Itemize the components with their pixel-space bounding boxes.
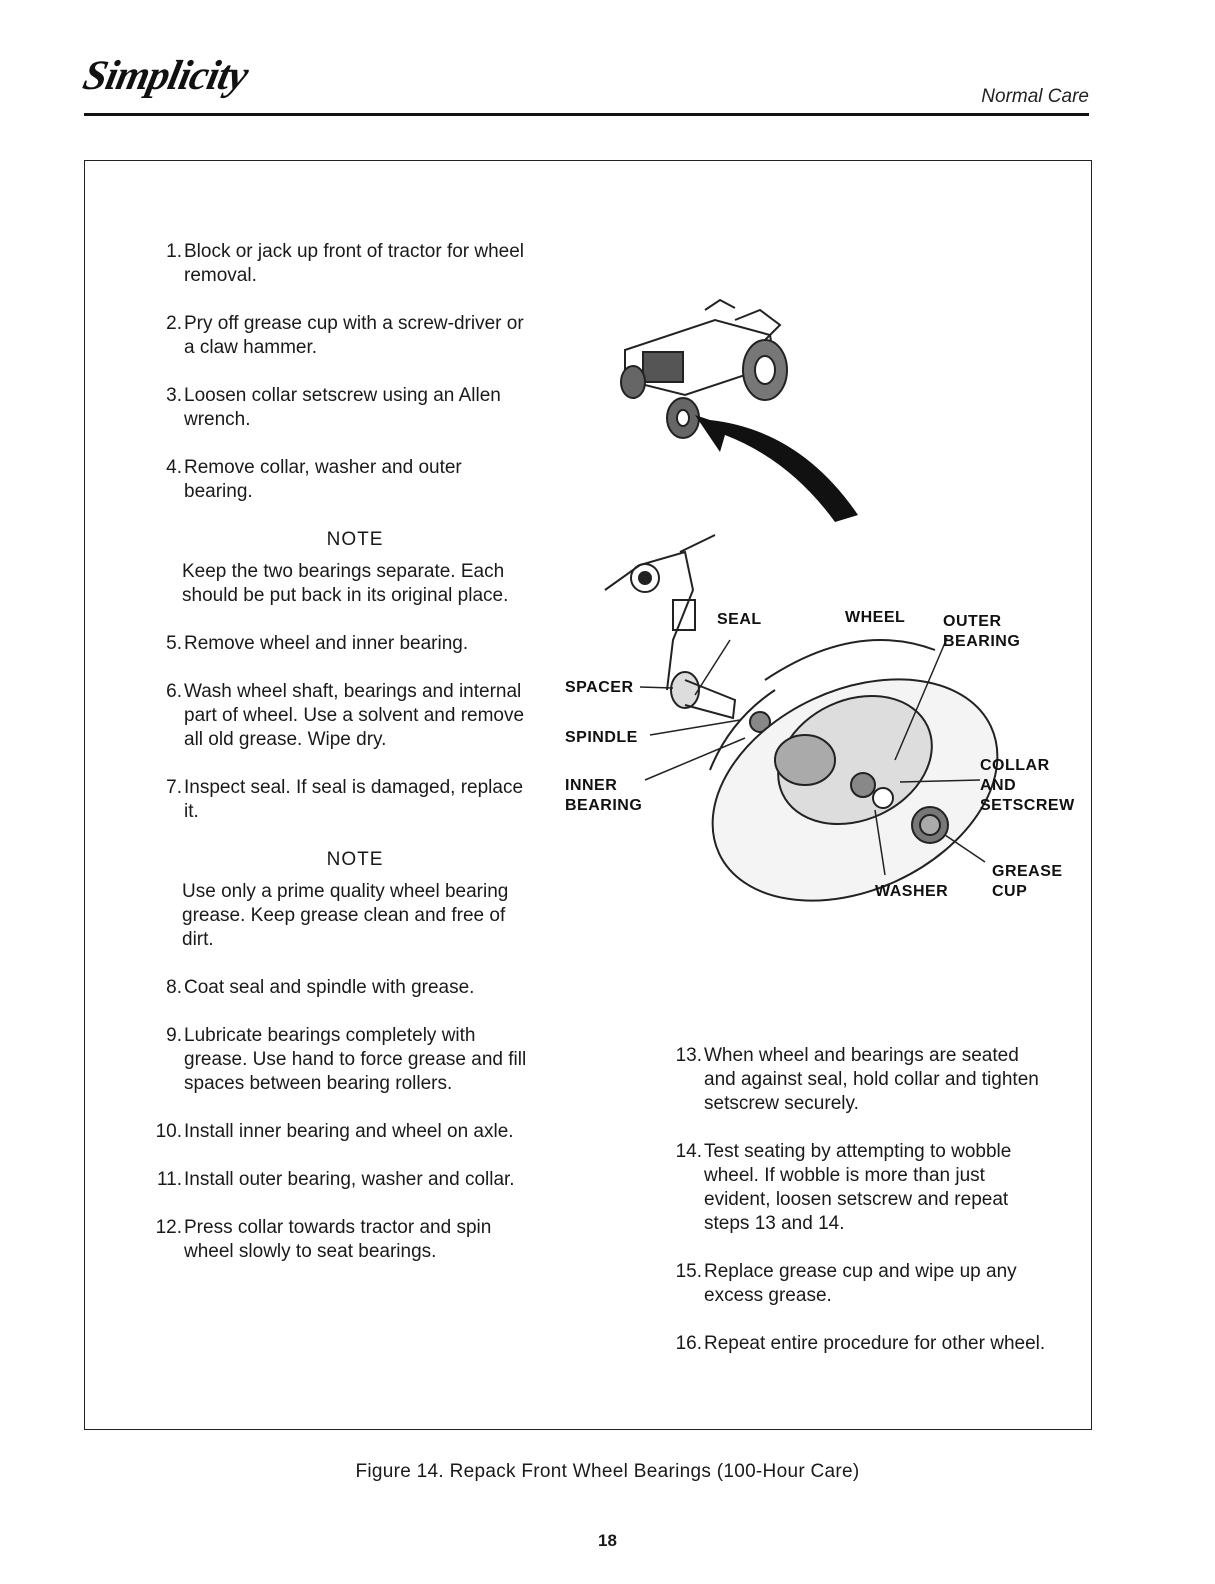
step-text: Install outer bearing, washer and collar. [184,1169,515,1190]
step-text: Inspect seal. If seal is damaged, replace it. [184,777,524,822]
step-number: 16. [675,1333,702,1354]
spindle-assembly-icon [605,535,770,732]
step-text: Block or jack up front of tractor for wheel removal. [184,241,525,286]
step-text: Wash wheel shaft, bearings and internal part of wheel. Use a solvent and remove all old grease. Wipe dry. [184,681,525,750]
step-number: 3. [166,385,182,406]
step-12 [148,1216,528,1264]
page-number: 18 [598,1531,617,1550]
step-number: 11. [156,1169,182,1190]
note-keep-bearings-separate [182,528,528,608]
step-text: Lubricate bearings completely with grease. Use hand to force grease and fill spaces between bearing rollers. [184,1025,527,1094]
step-6 [148,680,528,752]
step-number: 1. [166,241,182,262]
wheel-bearing-figure [555,290,1085,910]
step-text: Coat seal and spindle with grease. [184,977,475,998]
step-9 [148,1024,528,1096]
step-text: Loosen collar setscrew using an Allen wrench. [184,385,501,430]
tractor-icon [621,300,787,438]
step-text: When wheel and bearings are seated and against seal, hold collar and tighten setscrew securely. [704,1045,1039,1114]
header-rule [84,113,1089,116]
label-outer-bearing: OUTER BEARING [943,613,1021,650]
note-text: Keep the two bearings separate. Each should be put back in its original place. [182,561,509,606]
label-spacer: SPACER [565,679,634,696]
step-7 [148,776,528,824]
step-number: 10. [155,1121,182,1142]
note-text: Use only a prime quality wheel bearing grease. Keep grease clean and free of dirt. [182,881,509,950]
step-15 [668,1260,1048,1308]
step-number: 2. [166,313,182,334]
exploded-wheel-illustration [555,290,1085,910]
step-text: Pry off grease cup with a screw-driver or a claw hammer. [184,313,524,358]
label-grease-cup: GREASE CUP [992,863,1063,900]
step-10 [148,1120,528,1144]
step-text: Remove wheel and inner bearing. [184,633,469,654]
note-grease-quality [182,848,528,952]
step-text: Replace grease cup and wipe up any excess grease. [704,1261,1017,1306]
section-title: Normal Care [981,86,1089,107]
step-number: 12. [155,1217,182,1238]
step-1 [148,240,528,288]
step-text: Repeat entire procedure for other wheel. [704,1333,1046,1354]
step-number: 15. [675,1261,702,1282]
step-number: 6. [166,681,182,702]
label-inner-bearing: INNER BEARING [565,777,643,814]
step-number: 8. [166,977,182,998]
step-5 [148,632,528,656]
step-8 [148,976,528,1000]
step-13 [668,1044,1048,1116]
label-spindle: SPINDLE [565,729,638,746]
label-wheel: WHEEL [845,609,906,626]
step-14 [668,1140,1048,1236]
step-text: Install inner bearing and wheel on axle. [184,1121,514,1142]
step-number: 5. [166,633,182,654]
step-4 [148,456,528,504]
step-text: Press collar towards tractor and spin wheel slowly to seat bearings. [184,1217,492,1262]
step-3 [148,384,528,432]
step-number: 9. [166,1025,182,1046]
step-number: 13. [675,1045,702,1066]
step-number: 14. [675,1141,702,1162]
left-column [148,240,528,1288]
label-collar-and-setscrew: COLLAR AND SETSCREW [980,757,1075,814]
step-2 [148,312,528,360]
step-text: Test seating by attempting to wobble wheel. If wobble is more than just evident, loosen setscrew and repeat steps 13 and 14. [704,1141,1012,1234]
step-11 [148,1168,528,1192]
note-heading: NOTE [326,849,384,870]
note-heading: NOTE [326,529,384,550]
figure-caption: Figure 14. Repack Front Wheel Bearings (100-Hour Care) [355,1461,860,1482]
step-text: Remove collar, washer and outer bearing. [184,457,462,502]
step-number: 7. [166,777,182,798]
curved-arrow-icon [695,415,858,522]
step-number: 4. [166,457,182,478]
brand-logo: Simplicity [79,53,252,99]
right-column [668,1044,1048,1380]
label-washer: WASHER [875,883,949,900]
step-16 [668,1332,1048,1356]
label-seal: SEAL [717,611,762,628]
